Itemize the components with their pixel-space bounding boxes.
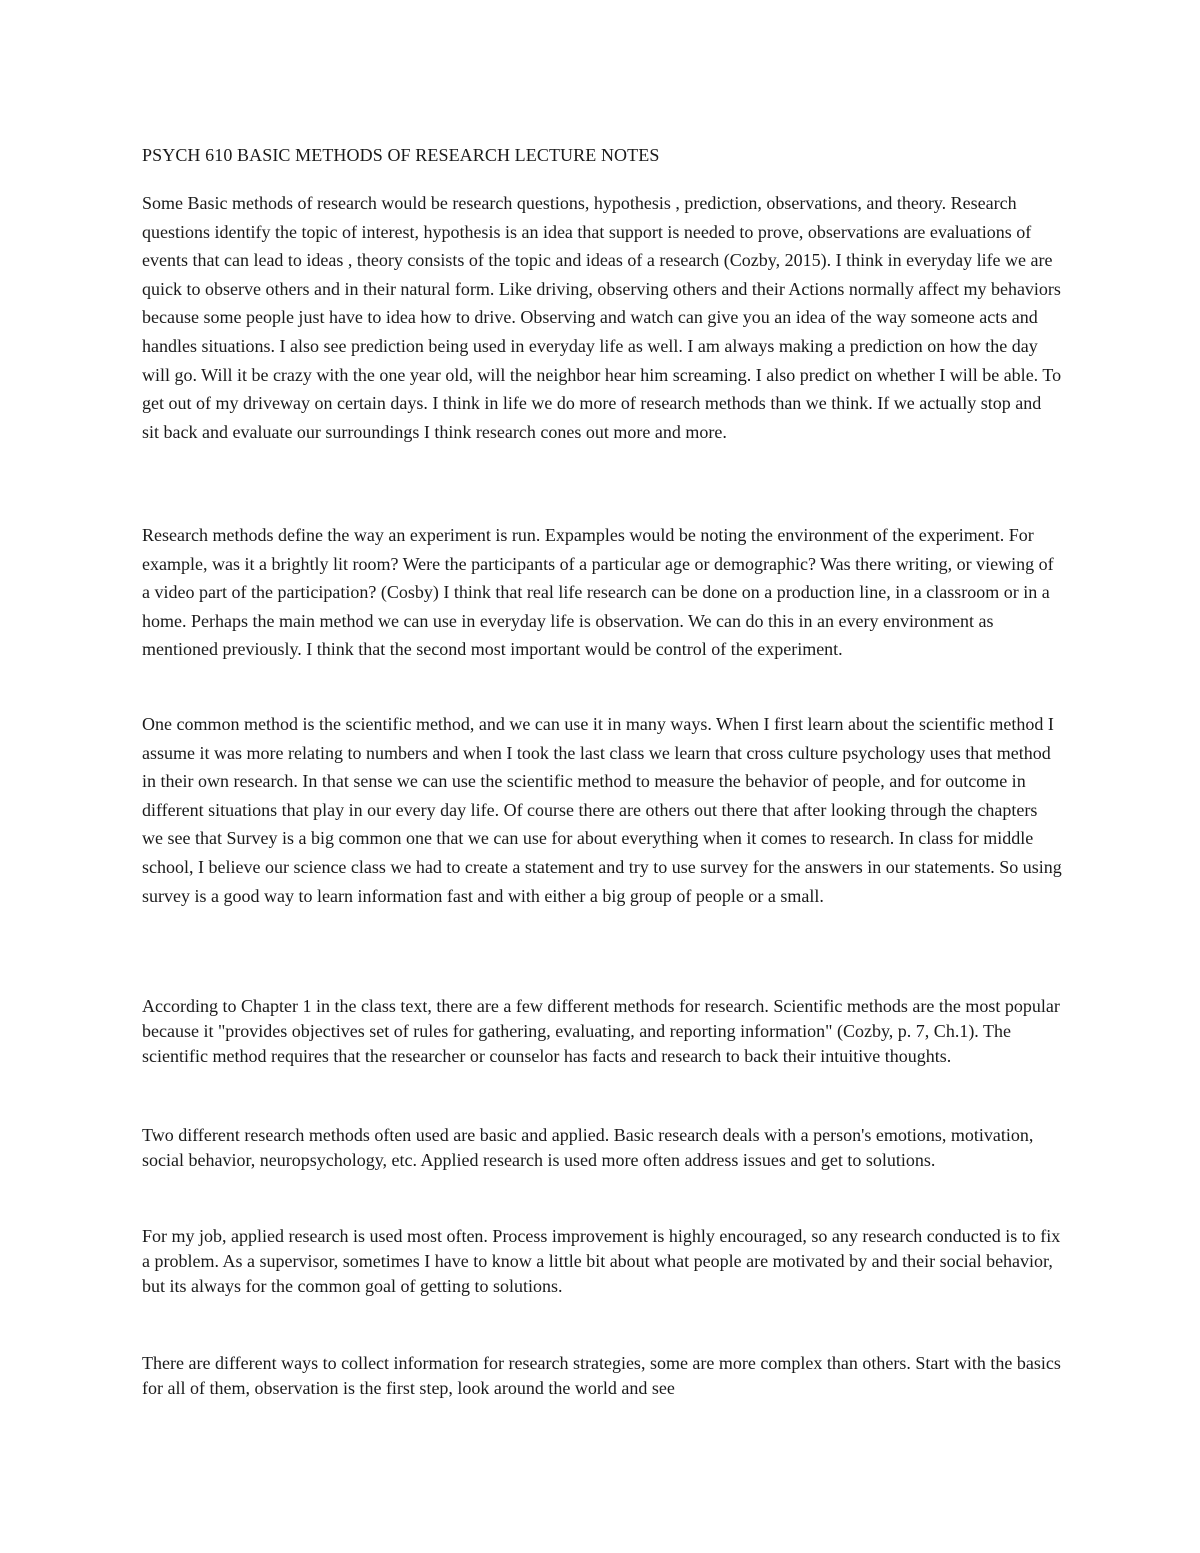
paragraph-research-basics: Some Basic methods of research would be research questions, hypothesis , prediction, observations, and theory. Research questions identify the topic of interest, hypothesis is an idea that support is needed to prove, observations are evaluations of events that can lead to ideas , theory consists of the topic and ideas of a research (Cozby, 2015). I think in everyday life we are quick to observe others and in their natural form. Like driving, observing others and their Actions normally affect my behaviors because some people just have to idea how to drive. Observing and watch can give you an idea of the way someone acts and handles situations. I also see prediction being used in everyday life as well. I am always making a prediction on how the day will go. Will it be crazy with the one year old, will the neighbor hear him screaming. I also predict on whether I will be able. To get out of my driveway on certain days. I think in life we do more of research methods than we think. If we actually stop and sit back and evaluate our surroundings I think research cones out more and more. bbox=[142, 193, 1062, 442]
paragraph-collecting-information: There are different ways to collect information for research strategies, some are more complex than others. Start with the basics for all of them, observation is the first step, look around the world and see bbox=[142, 1353, 1061, 1398]
paragraph-basic-applied: Two different research methods often used are basic and applied. Basic research deals with a person's emotions, motivation, social behavior, neuropsychology, etc. Applied research is used more often address issues and get to solutions. bbox=[142, 1125, 1034, 1170]
paragraph-job-applied-research: For my job, applied research is used most often. Process improvement is highly encouraged, so any research conducted is to fix a problem. As a supervisor, sometimes I have to know a little bit about what people are motivated by and their social behavior, but its always for the common goal of getting to solutions. bbox=[142, 1226, 1061, 1296]
paragraph-scientific-method: One common method is the scientific method, and we can use it in many ways. When I first learn about the scientific method I assume it was more relating to numbers and when I took the last class we learn that cross culture psychology uses that method in their own research. In that sense we can use the scientific method to measure the behavior of people, and for outcome in different situations that play in our every day life. Of course there are others out there that after looking through the chapters we see that Survey is a big common one that we can use for about everything when it comes to research. In class for middle school, I believe our science class we had to create a statement and try to use survey for the answers in our statements. So using survey is a good way to learn information fast and with either a big group of people or a small. bbox=[142, 714, 1062, 906]
document-title: PSYCH 610 BASIC METHODS OF RESEARCH LECTURE NOTES bbox=[142, 145, 660, 165]
paragraph-research-methods-definition: Research methods define the way an experiment is run. Expamples would be noting the environment of the experiment. For example, was it a brightly lit room? Were the participants of a particular age or demographic? Was there writing, or viewing of a video part of the participation? (Cosby) I think that real life research can be done on a production line, in a classroom or in a home. Perhaps the main method we can use in everyday life is observation. We can do this in an every environment as mentioned previously. I think that the second most important would be control of the experiment. bbox=[142, 525, 1054, 660]
paragraph-chapter-one: According to Chapter 1 in the class text, there are a few different methods for research. Scientific methods are the most popular because it "provides objectives set of rules for gathering, evaluating, and reporting information" (Cozby, p. 7, Ch.1). The scientific method requires that the researcher or counselor has facts and research to back their intuitive thoughts. bbox=[142, 996, 1060, 1066]
